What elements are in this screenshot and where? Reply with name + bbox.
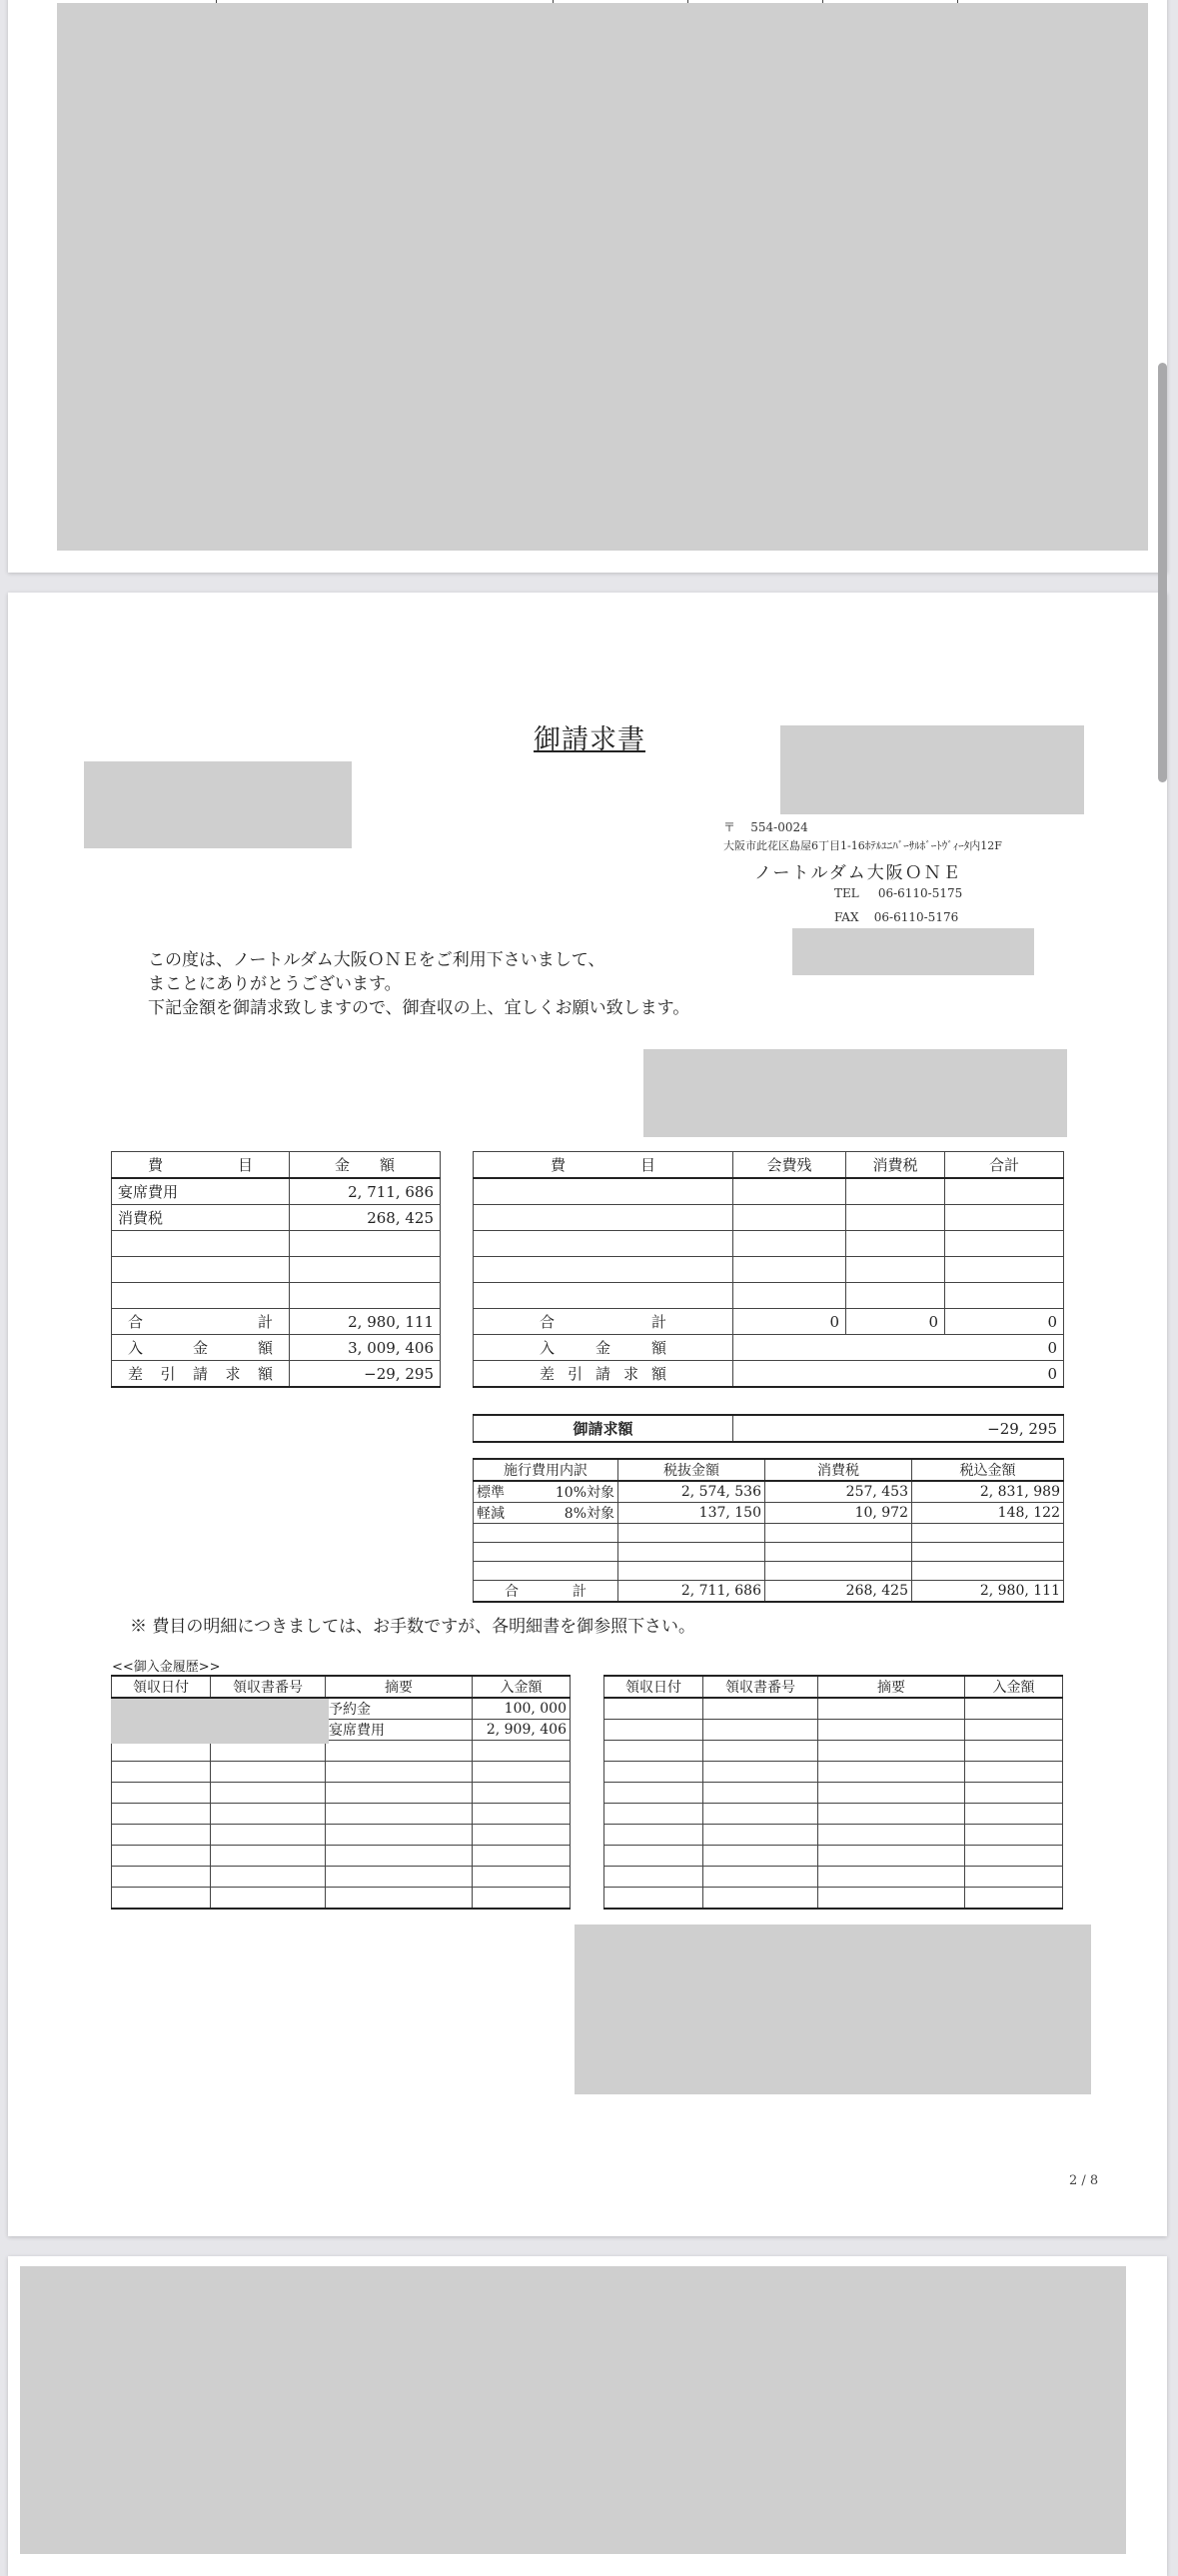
payment-amount-cell: 2, 909, 406 [473,1720,571,1741]
redacted-region [792,928,1034,975]
paid-row [474,1335,1064,1361]
invoice-amount-value: −29, 295 [733,1415,1064,1442]
net-cell: 137, 150 [618,1503,765,1524]
balance-value: −29, 295 [290,1361,441,1388]
table-row [474,1543,1064,1562]
fax-number: 06-6110-5176 [873,910,959,924]
table-row [474,1231,1064,1257]
postal-code: 554-0024 [750,820,808,834]
total-remaining: 0 [733,1309,846,1335]
header-description: 摘要 [818,1676,965,1698]
invoice-page [8,593,1167,2236]
balance-label: 差 引 請 求 額 [474,1361,733,1388]
table-row [112,1804,571,1825]
gross-cell: 148, 122 [912,1503,1064,1524]
amount-cell [290,1231,441,1257]
total-row [112,1309,441,1335]
header-receipt-number: 領収書番号 [211,1676,326,1698]
paid-row [112,1335,441,1361]
description-cell: 予約金 [326,1698,473,1720]
header-item: 費 目 [474,1152,733,1179]
table-row [112,1283,441,1309]
total-net: 2, 711, 686 [618,1581,765,1603]
table-row [474,1524,1064,1543]
header-receipt-number: 領収書番号 [703,1676,818,1698]
paid-value: 3, 009, 406 [290,1335,441,1361]
rate-cell: 軽減 8%対象 [474,1503,618,1524]
total-tax: 0 [846,1309,945,1335]
table-row [112,1257,441,1283]
total-label: 合 計 [112,1309,290,1335]
table-row [604,1698,1063,1720]
tel-label: TEL [834,886,859,900]
page-indicator: 2 / 8 [1069,2173,1099,2188]
header-remaining: 会費残 [733,1152,846,1179]
greeting-line: まことにありがとうございます。 [148,974,402,994]
header-receipt-date: 領収日付 [604,1676,703,1698]
header-item: 費 目 [112,1152,290,1179]
total-value: 2, 980, 111 [290,1309,441,1335]
paid-label: 入 金 額 [474,1335,733,1361]
header-net: 税抜金額 [618,1459,765,1481]
table-row [604,1867,1063,1888]
table-row [474,1283,1064,1309]
paid-label: 入 金 額 [112,1335,290,1361]
item-cell: 宴席費用 [112,1178,290,1205]
amount-cell: 268, 425 [290,1205,441,1231]
balance-row [474,1361,1064,1388]
header-total: 合計 [945,1152,1064,1179]
table-row [604,1825,1063,1846]
company-name: ノートルダム大阪ＯＮＥ [754,863,962,883]
address: 大阪市此花区島屋6丁目1-16ﾎﾃﾙﾕﾆﾊﾞｰｻﾙﾎﾞｰﾄｳﾞｨｰﾀ内12F [723,839,1002,852]
balance-row [112,1361,441,1388]
total-row [474,1581,1064,1603]
redacted-region [575,1925,1091,2094]
total-row [474,1309,1064,1335]
header-tax: 消費税 [846,1152,945,1179]
table-row [474,1481,1064,1503]
amount-cell [290,1283,441,1309]
table-row [604,1804,1063,1825]
table-row [474,1562,1064,1581]
net-cell: 2, 574, 536 [618,1481,765,1503]
greeting-line: 下記金額を御請求致しますので、御査収の上、宜しくお願い致します。 [148,998,690,1018]
rate-cell: 標準 10%対象 [474,1481,618,1503]
table-row [112,1231,441,1257]
fax-line [834,910,958,924]
redacted-region [111,1699,329,1744]
item-cell [112,1257,290,1283]
redacted-region [84,761,352,848]
table-row [474,1205,1064,1231]
table-row [474,1178,1064,1205]
invoice-amount-table [473,1414,1064,1443]
table-row [112,1762,571,1783]
table-row [604,1783,1063,1804]
header-description: 摘要 [326,1676,473,1698]
greeting [148,948,689,1020]
previous-page [8,0,1167,573]
tel-number: 06-6110-5175 [877,886,963,900]
invoice-amount-label: 御請求額 [474,1415,733,1442]
table-row [112,1178,441,1205]
postal-mark: 〒 [723,820,736,834]
summary-table-left [111,1151,441,1388]
table-row [112,1783,571,1804]
table-row [112,1846,571,1867]
header-payment-amount: 入金額 [473,1676,571,1698]
table-row [604,1762,1063,1783]
table-row [112,1205,441,1231]
gross-cell: 2, 831, 989 [912,1481,1064,1503]
header-receipt-date: 領収日付 [112,1676,211,1698]
next-page [8,2256,1167,2576]
redacted-region [57,3,1148,551]
table-row [474,1257,1064,1283]
note: ※ 費目の明細につきましては、お手数ですが、各明細書を御参照下さい。 [130,1617,696,1637]
table-row [604,1720,1063,1741]
table-row [604,1846,1063,1867]
description-cell: 宴席費用 [326,1720,473,1741]
payment-history-title: <<御入金履歴>> [112,1660,221,1675]
balance-value: 0 [733,1361,1064,1388]
amount-cell: 2, 711, 686 [290,1178,441,1205]
amount-cell [290,1257,441,1283]
item-cell [112,1231,290,1257]
table-row [112,1825,571,1846]
total-gross: 2, 980, 111 [912,1581,1064,1603]
table-row [474,1503,1064,1524]
redacted-region [780,725,1084,814]
table-row [604,1741,1063,1762]
header-gross: 税込金額 [912,1459,1064,1481]
redacted-region [643,1049,1067,1137]
payment-amount-cell: 100, 000 [473,1698,571,1720]
tax-cell: 257, 453 [765,1481,912,1503]
total-sum: 0 [945,1309,1064,1335]
fax-label: FAX [834,910,859,924]
total-tax: 268, 425 [765,1581,912,1603]
postal-line [723,818,808,835]
item-cell [112,1283,290,1309]
scrollbar-thumb[interactable] [1158,363,1167,782]
total-label: 合 計 [474,1581,618,1603]
payment-history-table-right [603,1675,1063,1910]
tax-cell: 10, 972 [765,1503,912,1524]
balance-label: 差 引 請 求 額 [112,1361,290,1388]
page-title: 御請求書 [534,724,645,755]
paid-value: 0 [733,1335,1064,1361]
redacted-region [20,2266,1126,2554]
header-breakdown: 施行費用内訳 [474,1459,618,1481]
table-row [112,1888,571,1910]
total-label: 合 計 [474,1309,733,1335]
table-row [604,1888,1063,1910]
header-amount: 金 額 [290,1152,441,1179]
item-cell: 消費税 [112,1205,290,1231]
header-tax: 消費税 [765,1459,912,1481]
tel-line [834,886,962,900]
tax-breakdown-table [473,1458,1064,1603]
summary-table-right [473,1151,1064,1388]
header-payment-amount: 入金額 [965,1676,1063,1698]
table-row [112,1867,571,1888]
greeting-line: この度は、ノートルダム大阪ＯＮＥをご利用下さいまして、 [148,950,605,970]
